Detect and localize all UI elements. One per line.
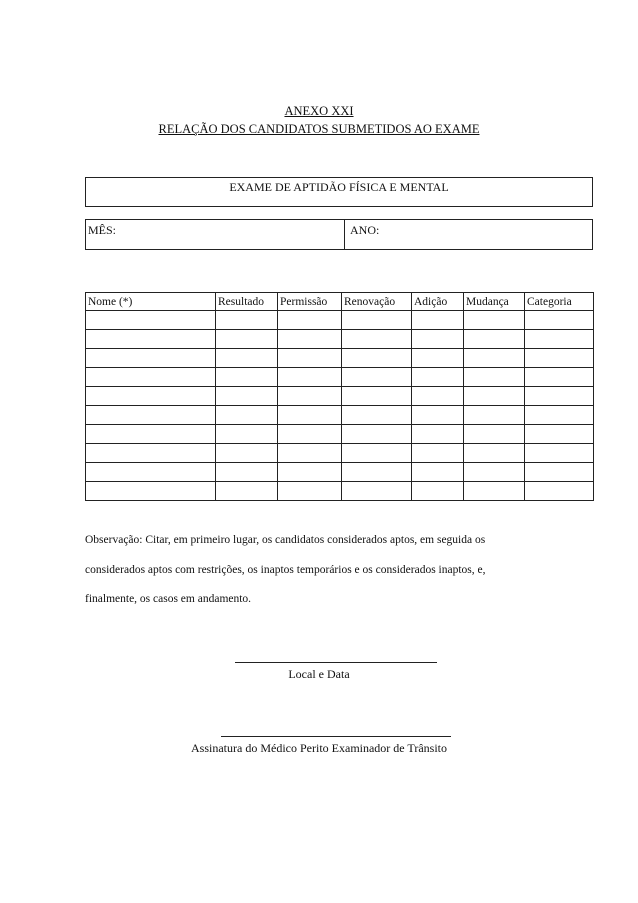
table-cell[interactable]: [278, 387, 342, 406]
year-field[interactable]: [345, 220, 592, 249]
table-cell[interactable]: [342, 368, 412, 387]
candidates-table: [85, 292, 594, 501]
table-cell[interactable]: [342, 387, 412, 406]
table-cell[interactable]: [525, 406, 594, 425]
table-cell[interactable]: [412, 425, 464, 444]
column-header-permission: Permissão: [278, 293, 342, 311]
table-cell[interactable]: [278, 444, 342, 463]
table-cell[interactable]: [86, 387, 216, 406]
table-cell[interactable]: [412, 330, 464, 349]
table-cell[interactable]: [464, 406, 525, 425]
table-cell[interactable]: [412, 406, 464, 425]
table-cell[interactable]: [525, 463, 594, 482]
table-row: [86, 482, 594, 501]
table-cell[interactable]: [342, 425, 412, 444]
table-cell[interactable]: [342, 311, 412, 330]
table-cell[interactable]: [278, 425, 342, 444]
column-header-result: Resultado: [216, 293, 278, 311]
table-cell[interactable]: [525, 387, 594, 406]
table-cell[interactable]: [86, 463, 216, 482]
table-cell[interactable]: [278, 368, 342, 387]
table-cell[interactable]: [216, 444, 278, 463]
table-cell[interactable]: [342, 463, 412, 482]
month-label: MÊS:: [88, 223, 117, 237]
column-header-renewal: Renovação: [342, 293, 412, 311]
table-cell[interactable]: [278, 330, 342, 349]
table-cell[interactable]: [216, 406, 278, 425]
table-cell[interactable]: [86, 368, 216, 387]
observation-line-2: considerados aptos com restrições, os inaptos temporários e os considerados inaptos, e,: [85, 564, 486, 576]
annex-number: ANEXO XXI: [284, 104, 354, 118]
table-cell[interactable]: [412, 482, 464, 501]
table-cell[interactable]: [464, 444, 525, 463]
table-cell[interactable]: [525, 368, 594, 387]
table-cell[interactable]: [278, 406, 342, 425]
local-date-signature-line[interactable]: [235, 662, 437, 663]
table-cell[interactable]: [525, 482, 594, 501]
table-cell[interactable]: [86, 482, 216, 501]
table-cell[interactable]: [342, 330, 412, 349]
table-row: [86, 349, 594, 368]
table-cell[interactable]: [525, 330, 594, 349]
year-label: ANO:: [350, 223, 380, 237]
table-cell[interactable]: [464, 368, 525, 387]
date-fields-box: [85, 219, 593, 250]
table-cell[interactable]: [86, 330, 216, 349]
table-cell[interactable]: [278, 311, 342, 330]
table-cell[interactable]: [464, 463, 525, 482]
table-cell[interactable]: [216, 387, 278, 406]
table-row: [86, 406, 594, 425]
table-cell[interactable]: [464, 311, 525, 330]
table-cell[interactable]: [342, 406, 412, 425]
table-body: [86, 311, 594, 501]
exam-title: EXAME DE APTIDÃO FÍSICA E MENTAL: [229, 180, 449, 194]
table-row: [86, 368, 594, 387]
table-cell[interactable]: [412, 444, 464, 463]
table-cell[interactable]: [342, 444, 412, 463]
table-cell[interactable]: [412, 311, 464, 330]
table-cell[interactable]: [216, 425, 278, 444]
table-cell[interactable]: [86, 444, 216, 463]
table-cell[interactable]: [342, 349, 412, 368]
exam-title-box: [85, 177, 593, 207]
table-cell[interactable]: [216, 330, 278, 349]
table-cell[interactable]: [525, 311, 594, 330]
table-cell[interactable]: [216, 368, 278, 387]
table-row: [86, 387, 594, 406]
column-header-change: Mudança: [464, 293, 525, 311]
observation-line-1: Observação: Citar, em primeiro lugar, os candidatos considerados aptos, em seguida os: [85, 534, 486, 546]
examiner-signature-label: Assinatura do Médico Perito Examinador de Trânsito: [191, 741, 447, 755]
table-cell[interactable]: [86, 425, 216, 444]
table-cell[interactable]: [278, 463, 342, 482]
local-date-label: Local e Data: [288, 667, 350, 681]
month-field[interactable]: [86, 220, 345, 249]
column-header-category: Categoria: [525, 293, 594, 311]
table-cell[interactable]: [464, 330, 525, 349]
table-cell[interactable]: [216, 463, 278, 482]
table-cell[interactable]: [86, 406, 216, 425]
column-header-name: Nome (*): [86, 293, 216, 311]
table-cell[interactable]: [464, 425, 525, 444]
table-row: [86, 311, 594, 330]
table-cell[interactable]: [464, 387, 525, 406]
table-cell[interactable]: [342, 482, 412, 501]
table-cell[interactable]: [412, 387, 464, 406]
table-cell[interactable]: [216, 311, 278, 330]
table-row: [86, 425, 594, 444]
table-row: [86, 330, 594, 349]
table-cell[interactable]: [86, 311, 216, 330]
table-header-row: [86, 293, 594, 311]
table-cell[interactable]: [525, 349, 594, 368]
table-cell[interactable]: [525, 425, 594, 444]
table-cell[interactable]: [278, 349, 342, 368]
examiner-signature-line[interactable]: [221, 736, 451, 737]
column-header-addition: Adição: [412, 293, 464, 311]
table-cell[interactable]: [525, 444, 594, 463]
table-row: [86, 463, 594, 482]
table-cell[interactable]: [412, 463, 464, 482]
table-cell[interactable]: [86, 349, 216, 368]
table-cell[interactable]: [278, 482, 342, 501]
table-cell[interactable]: [412, 349, 464, 368]
table-cell[interactable]: [216, 482, 278, 501]
table-cell[interactable]: [216, 349, 278, 368]
table-cell[interactable]: [412, 368, 464, 387]
table-cell[interactable]: [464, 482, 525, 501]
table-cell[interactable]: [464, 349, 525, 368]
observation-line-3: finalmente, os casos em andamento.: [85, 593, 252, 605]
table-row: [86, 444, 594, 463]
document-title: RELAÇÃO DOS CANDIDATOS SUBMETIDOS AO EXAME: [158, 122, 480, 136]
